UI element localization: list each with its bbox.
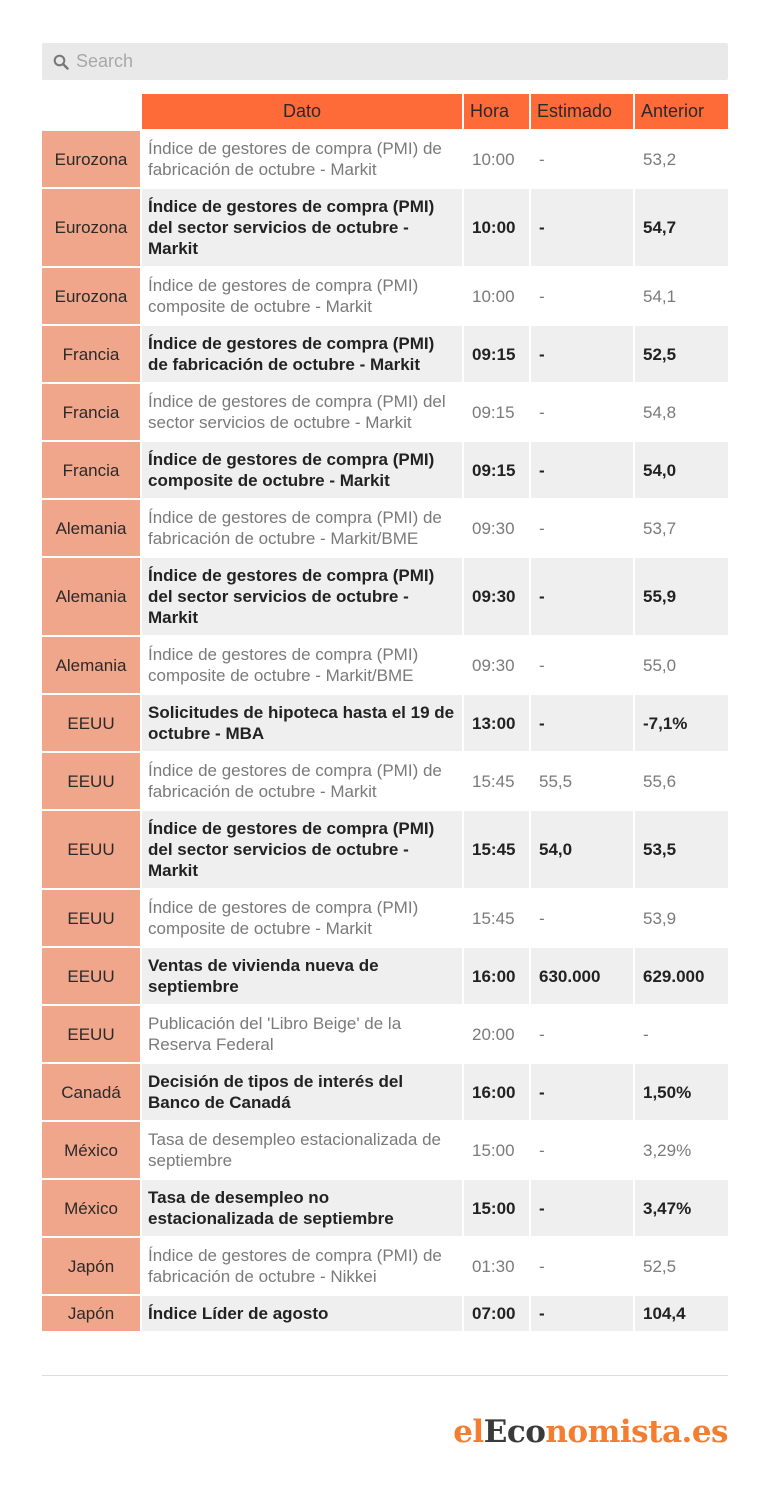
table-row <box>42 324 728 382</box>
logo-highlight: Eco <box>483 1414 546 1450</box>
country-cell: EEUU <box>42 888 140 946</box>
search-input[interactable] <box>76 51 676 72</box>
country-cell: Francia <box>42 324 140 382</box>
hora-cell: 16:00 <box>462 946 529 1004</box>
table-row <box>42 888 728 946</box>
table-row <box>42 498 728 556</box>
anterior-cell: -7,1% <box>633 693 728 751</box>
anterior-cell: - <box>633 1004 728 1062</box>
eleconomista-logo[interactable] <box>453 1414 728 1450</box>
country-cell: México <box>42 1178 140 1236</box>
country-cell: Eurozona <box>42 266 140 324</box>
estimado-cell: - <box>529 498 633 556</box>
estimado-cell: 630.000 <box>529 946 633 1004</box>
dato-cell: Índice de gestores de compra (PMI) de fabricación de octubre - Markit <box>140 129 462 187</box>
country-cell: EEUU <box>42 1004 140 1062</box>
dato-cell: Índice de gestores de compra (PMI) del sector servicios de octubre - Markit <box>140 382 462 440</box>
table-row <box>42 1236 728 1294</box>
country-cell: EEUU <box>42 809 140 888</box>
table-row <box>42 1062 728 1120</box>
dato-cell: Ventas de vivienda nueva de septiembre <box>140 946 462 1004</box>
country-cell: EEUU <box>42 946 140 1004</box>
country-cell: Eurozona <box>42 129 140 187</box>
estimado-cell: - <box>529 693 633 751</box>
dato-cell: Tasa de desempleo no estacionalizada de septiembre <box>140 1178 462 1236</box>
search-bar[interactable] <box>42 43 728 80</box>
search-icon <box>52 53 70 71</box>
estimado-cell: - <box>529 382 633 440</box>
hora-cell: 16:00 <box>462 1062 529 1120</box>
table-row <box>42 187 728 266</box>
anterior-cell: 54,7 <box>633 187 728 266</box>
table-row <box>42 1178 728 1236</box>
anterior-cell: 104,4 <box>633 1294 728 1331</box>
anterior-cell: 53,2 <box>633 129 728 187</box>
dato-cell: Tasa de desempleo estacionalizada de septiembre <box>140 1120 462 1178</box>
table-row <box>42 946 728 1004</box>
country-cell: EEUU <box>42 693 140 751</box>
estimado-cell: - <box>529 1062 633 1120</box>
hora-cell: 20:00 <box>462 1004 529 1062</box>
estimado-cell: - <box>529 888 633 946</box>
country-cell: Canadá <box>42 1062 140 1120</box>
table-row <box>42 129 728 187</box>
table-row <box>42 440 728 498</box>
dato-cell: Índice de gestores de compra (PMI) composite de octubre - Markit <box>140 888 462 946</box>
country-cell: Japón <box>42 1236 140 1294</box>
estimado-cell: - <box>529 324 633 382</box>
anterior-cell: 54,0 <box>633 440 728 498</box>
anterior-cell: 53,9 <box>633 888 728 946</box>
hora-cell: 15:00 <box>462 1120 529 1178</box>
estimado-cell: - <box>529 440 633 498</box>
anterior-cell: 1,50% <box>633 1062 728 1120</box>
anterior-cell: 3,47% <box>633 1178 728 1236</box>
estimado-cell: - <box>529 1004 633 1062</box>
estimado-cell: - <box>529 1120 633 1178</box>
table-row <box>42 556 728 635</box>
table-header-row <box>42 94 728 129</box>
dato-cell: Índice de gestores de compra (PMI) composite de octubre - Markit/BME <box>140 635 462 693</box>
dato-cell: Índice de gestores de compra (PMI) de fabricación de octubre - Nikkei <box>140 1236 462 1294</box>
dato-cell: Índice de gestores de compra (PMI) de fabricación de octubre - Markit/BME <box>140 498 462 556</box>
estimado-cell: - <box>529 556 633 635</box>
estimado-cell: 54,0 <box>529 809 633 888</box>
hora-cell: 15:45 <box>462 809 529 888</box>
country-cell: Eurozona <box>42 187 140 266</box>
hora-cell: 09:15 <box>462 382 529 440</box>
anterior-cell: 53,5 <box>633 809 728 888</box>
dato-cell: Índice Líder de agosto <box>140 1294 462 1331</box>
economic-calendar-table <box>42 94 728 1331</box>
header-estimado[interactable]: Estimado <box>529 94 633 129</box>
hora-cell: 10:00 <box>462 129 529 187</box>
dato-cell: Índice de gestores de compra (PMI) composite de octubre - Markit <box>140 266 462 324</box>
dato-cell: Publicación del 'Libro Beige' de la Reserva Federal <box>140 1004 462 1062</box>
logo-suffix: nomista.es <box>545 1414 728 1450</box>
country-cell: México <box>42 1120 140 1178</box>
estimado-cell: - <box>529 129 633 187</box>
header-anterior[interactable]: Anterior <box>633 94 728 129</box>
hora-cell: 09:15 <box>462 440 529 498</box>
estimado-cell: - <box>529 1236 633 1294</box>
country-cell: Japón <box>42 1294 140 1331</box>
estimado-cell: - <box>529 635 633 693</box>
anterior-cell: 55,9 <box>633 556 728 635</box>
hora-cell: 13:00 <box>462 693 529 751</box>
anterior-cell: 55,6 <box>633 751 728 809</box>
table-row <box>42 751 728 809</box>
dato-cell: Índice de gestores de compra (PMI) del sector servicios de octubre - Markit <box>140 187 462 266</box>
hora-cell: 09:30 <box>462 635 529 693</box>
header-country-blank <box>42 94 140 129</box>
hora-cell: 09:30 <box>462 556 529 635</box>
hora-cell: 15:00 <box>462 1178 529 1236</box>
table-row <box>42 1004 728 1062</box>
anterior-cell: 55,0 <box>633 635 728 693</box>
dato-cell: Índice de gestores de compra (PMI) composite de octubre - Markit <box>140 440 462 498</box>
hora-cell: 15:45 <box>462 888 529 946</box>
country-cell: EEUU <box>42 751 140 809</box>
header-dato[interactable]: Dato <box>140 94 462 129</box>
estimado-cell: - <box>529 1294 633 1331</box>
estimado-cell: - <box>529 266 633 324</box>
anterior-cell: 53,7 <box>633 498 728 556</box>
hora-cell: 15:45 <box>462 751 529 809</box>
country-cell: Alemania <box>42 556 140 635</box>
header-hora[interactable]: Hora <box>462 94 529 129</box>
hora-cell: 09:30 <box>462 498 529 556</box>
estimado-cell: - <box>529 1178 633 1236</box>
estimado-cell: 55,5 <box>529 751 633 809</box>
country-cell: Francia <box>42 440 140 498</box>
hora-cell: 10:00 <box>462 266 529 324</box>
dato-cell: Índice de gestores de compra (PMI) de fabricación de octubre - Markit <box>140 324 462 382</box>
anterior-cell: 54,8 <box>633 382 728 440</box>
country-cell: Alemania <box>42 498 140 556</box>
hora-cell: 10:00 <box>462 187 529 266</box>
table-row <box>42 266 728 324</box>
hora-cell: 01:30 <box>462 1236 529 1294</box>
table-row <box>42 1294 728 1331</box>
dato-cell: Solicitudes de hipoteca hasta el 19 de octubre - MBA <box>140 693 462 751</box>
hora-cell: 09:15 <box>462 324 529 382</box>
dato-cell: Decisión de tipos de interés del Banco de Canadá <box>140 1062 462 1120</box>
footer-divider <box>42 1375 728 1376</box>
anterior-cell: 52,5 <box>633 324 728 382</box>
table-row <box>42 635 728 693</box>
estimado-cell: - <box>529 187 633 266</box>
dato-cell: Índice de gestores de compra (PMI) del sector servicios de octubre - Markit <box>140 556 462 635</box>
hora-cell: 07:00 <box>462 1294 529 1331</box>
table-row <box>42 382 728 440</box>
anterior-cell: 3,29% <box>633 1120 728 1178</box>
country-cell: Alemania <box>42 635 140 693</box>
table-row <box>42 1120 728 1178</box>
table-row <box>42 809 728 888</box>
dato-cell: Índice de gestores de compra (PMI) del sector servicios de octubre - Markit <box>140 809 462 888</box>
dato-cell: Índice de gestores de compra (PMI) de fabricación de octubre - Markit <box>140 751 462 809</box>
anterior-cell: 52,5 <box>633 1236 728 1294</box>
logo-prefix: el <box>453 1414 484 1450</box>
country-cell: Francia <box>42 382 140 440</box>
table-row <box>42 693 728 751</box>
anterior-cell: 629.000 <box>633 946 728 1004</box>
anterior-cell: 54,1 <box>633 266 728 324</box>
